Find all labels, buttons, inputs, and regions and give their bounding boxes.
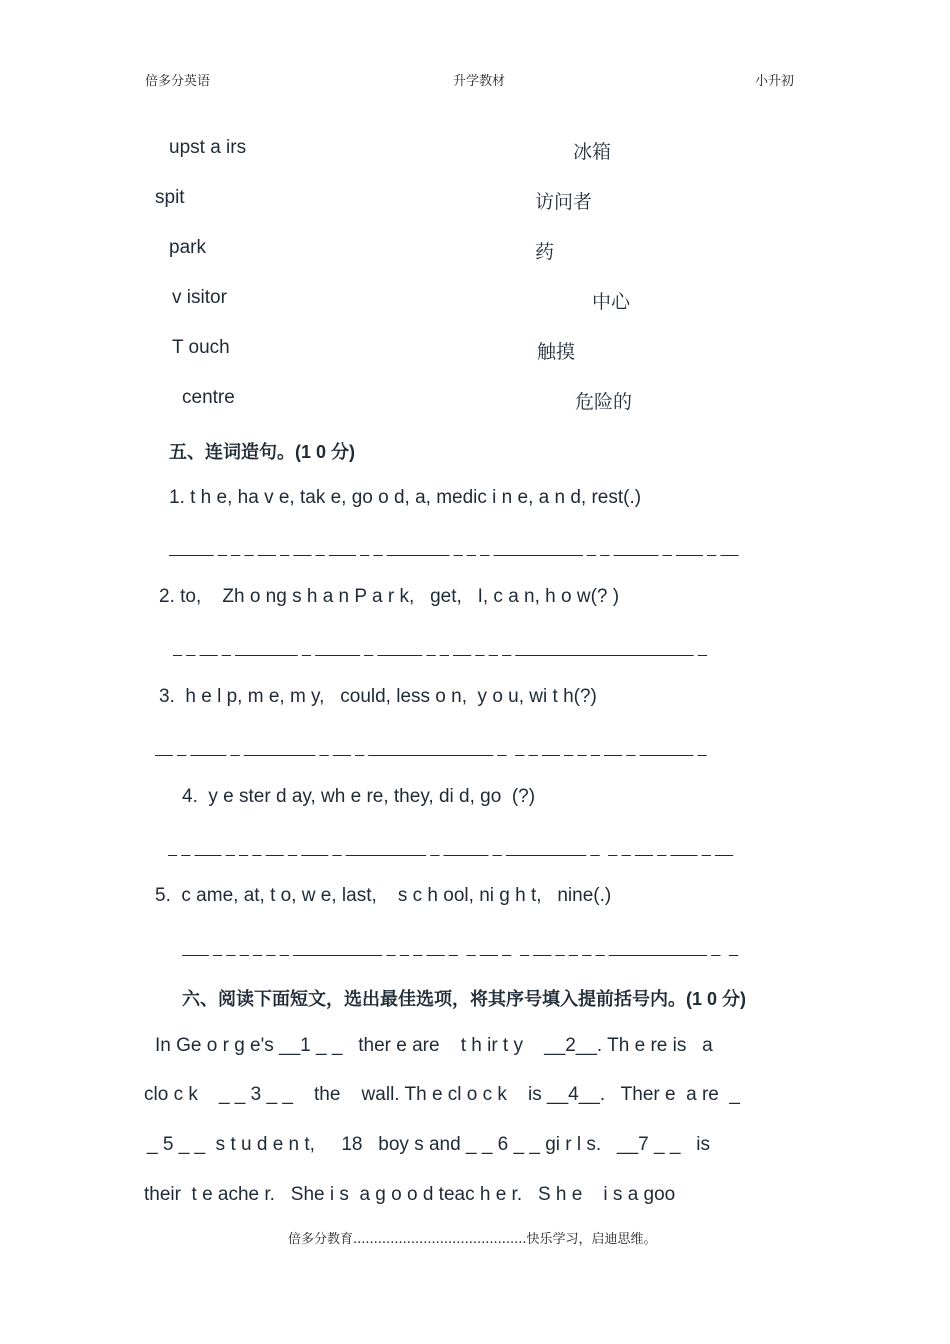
matching-zh-5: 触摸: [537, 342, 576, 363]
section5-question-1: 1. t h e, ha v e, tak e, go o d, a, medic i n e, a n d, rest(.): [169, 487, 642, 508]
matching-en-4: v isitor: [172, 287, 227, 308]
section5-question-5: 5. c ame, at, t o, w e, last, s c h ool, ni g h t, nine(.): [155, 885, 612, 906]
section5-answer-line-3: __ _ ____ _ ________ _ __ _ ______________ _ _ _ __ _ _ _ __ _ ______ _: [155, 740, 707, 757]
header-left: 倍多分英语: [145, 74, 211, 89]
matching-zh-1: 冰箱: [573, 142, 612, 163]
matching-en-1: upst a irs: [169, 137, 247, 158]
section6-title: 六、阅读下面短文，选出最佳选项，将其序号填入提前括号内。(1 0 分): [182, 989, 747, 1009]
matching-zh-6: 危险的: [575, 392, 633, 413]
matching-zh-2: 访问者: [535, 192, 593, 213]
section5-answer-line-4: _ _ ___ _ _ _ __ _ ___ _ _________ _ _____ _ _________ _ _ _ __ _ ___ _ __: [168, 840, 733, 857]
matching-en-2: spit: [155, 187, 185, 208]
section5-answer-line-1: _____ _ _ _ __ _ __ _ ___ _ _ _______ _ _ _ __________ _ _ _____ _ ___ _ __: [169, 540, 739, 557]
page-footer: 倍多分教育..........................................快乐学习，启迪思维。: [288, 1232, 657, 1247]
header-right: 小升初: [755, 74, 795, 89]
section5-answer-line-2: _ _ __ _ _______ _ _____ _ _____ _ _ __ _ _ _ ____________________ _: [173, 640, 707, 657]
passage-line-1: In Ge o r g e's __1 _ _ ther e are t h ir t y __2__. Th e re is a: [155, 1035, 713, 1056]
section5-question-2: 2. to, Zh o ng s h a n P a r k, get, I, c a n, h o w(? ): [159, 586, 620, 607]
section5-question-3: 3. h e l p, m e, m y, could, less o n, y o u, wi t h(?): [159, 686, 597, 707]
matching-en-3: park: [169, 237, 206, 258]
passage-line-4: their t e ache r. She i s a g o o d teac h e r. S h e i s a goo: [144, 1184, 676, 1205]
header-center: 升学教材: [453, 74, 506, 89]
matching-zh-3: 药: [535, 242, 555, 263]
section5-question-4: 4. y e ster d ay, wh e re, they, di d, go (?): [182, 786, 536, 807]
passage-line-3: _ 5 _ _ s t u d e n t, 18 boy s and _ _ 6 _ _ gi r l s. __7 _ _ is: [147, 1134, 710, 1155]
matching-en-6: centre: [182, 387, 235, 408]
matching-en-5: T ouch: [172, 337, 230, 358]
matching-zh-4: 中心: [592, 292, 631, 313]
passage-line-2: clo c k _ _ 3 _ _ the wall. Th e cl o c k is __4__. Ther e a re _: [144, 1084, 740, 1105]
section5-answer-line-5: ___ _ _ _ _ _ _ __________ _ _ _ __ _ _ __ _ _ __ _ _ _ _ ___________ _ _: [182, 940, 739, 957]
section5-title: 五、连词造句。(1 0 分): [169, 442, 356, 462]
